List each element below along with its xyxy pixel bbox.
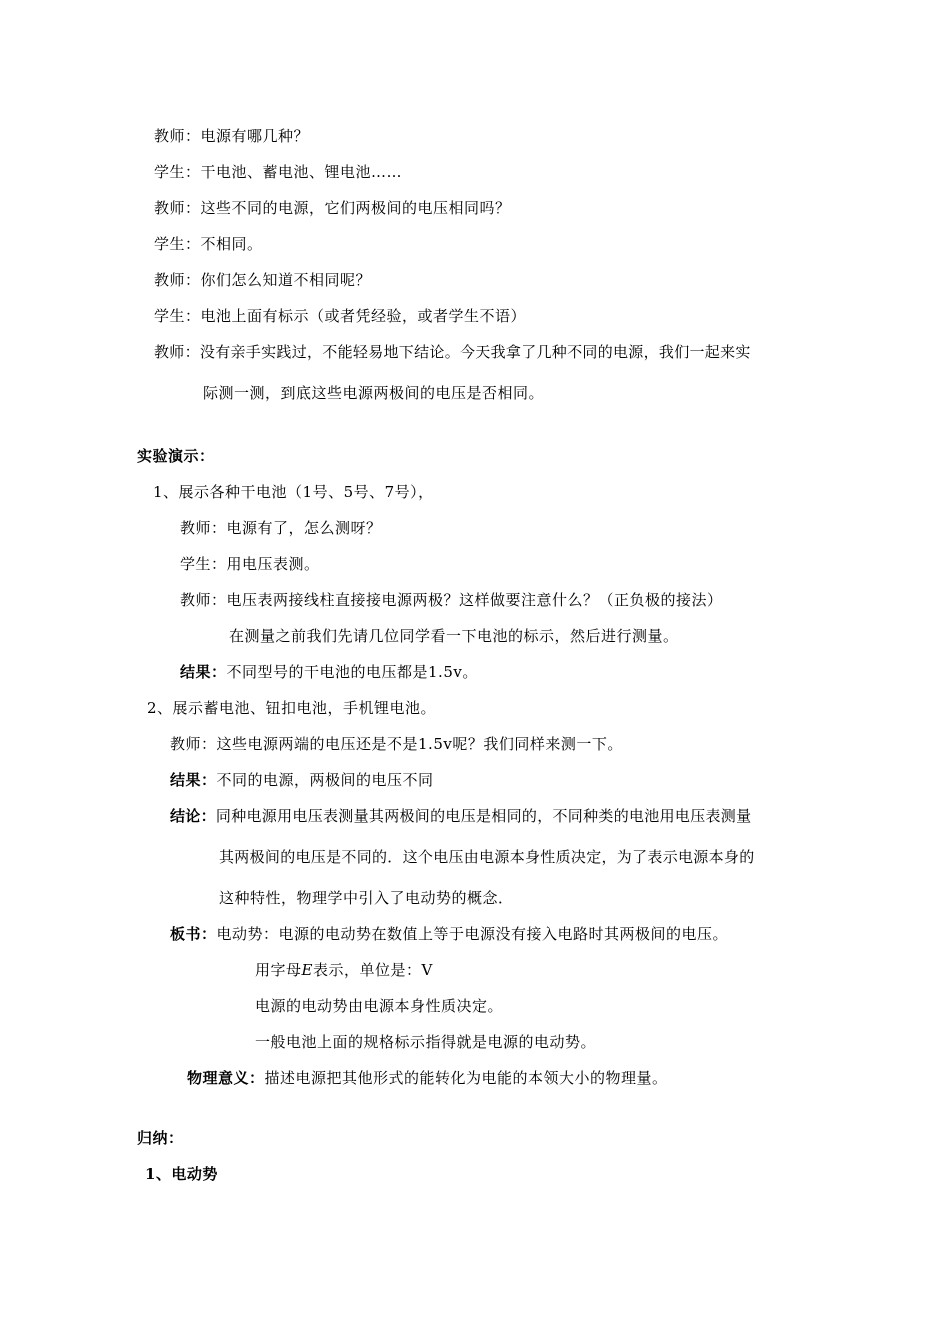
board-text: 用字母 [255, 961, 302, 979]
summary-item: 1、电动势 [145, 1165, 218, 1183]
board-label: 板书： [170, 925, 217, 943]
conclusion-text: 同种电源用电压表测量其两极间的电压是相同的，不同种类的电池用电压表测量 [215, 807, 752, 825]
dialogue-line: 学生：电池上面有标示（或者凭经验，或者学生不语） [154, 307, 527, 325]
meaning-line [187, 1068, 668, 1088]
dialogue-line: 学生：干电池、蓄电池、锂电池…… [154, 163, 403, 181]
result-line [180, 662, 478, 682]
meaning-label: 物理意义： [187, 1069, 265, 1087]
dialogue-line: 教师：电源有哪几种？ [154, 127, 310, 145]
dialogue-line: 际测一测，到底这些电源两极间的电压是否相同。 [203, 384, 545, 402]
board-line [255, 960, 433, 980]
section-heading-demo: 实验演示： [137, 447, 215, 465]
dialogue-line: 教师：这些不同的电源，它们两极间的电压相同吗？ [154, 199, 511, 217]
section-heading-summary: 归纳： [137, 1129, 184, 1147]
dialogue-line: 学生：不相同。 [154, 235, 263, 253]
conclusion-line: 这种特性，物理学中引入了电动势的概念． [219, 889, 514, 907]
result-text: 不同型号的干电池的电压都是1.5v。 [226, 663, 478, 681]
board-line: 一般电池上面的规格标示指得就是电源的电动势。 [255, 1033, 597, 1051]
board-text: 电动势：电源的电动势在数值上等于电源没有接入电路时其两极间的电压。 [216, 925, 729, 943]
result-label: 结果： [180, 663, 227, 681]
dialogue-line: 教师：电压表两接线柱直接接电源两极？这样做要注意什么？（正负极的接法） [180, 591, 723, 609]
dialogue-line: 教师：电源有了，怎么测呀？ [180, 519, 382, 537]
result-label: 结果： [170, 771, 217, 789]
board-line: 电源的电动势由电源本身性质决定。 [255, 997, 504, 1015]
dialogue-line: 学生：用电压表测。 [180, 555, 320, 573]
board-line [170, 924, 728, 944]
dialogue-line: 教师：没有亲手实践过，不能轻易地下结论。今天我拿了几种不同的电源，我们一起来实 [154, 343, 751, 361]
dialogue-line: 教师：这些电源两端的电压还是不是1.5v呢？我们同样来测一下。 [170, 735, 623, 753]
result-line [170, 770, 434, 790]
meaning-text: 描述电源把其他形式的能转化为电能的本领大小的物理量。 [264, 1069, 668, 1087]
demo-item-title: 1、展示各种干电池（1号、5号、7号）， [153, 483, 434, 501]
conclusion-line [170, 806, 751, 826]
result-text: 不同的电源，两极间的电压不同 [216, 771, 434, 789]
conclusion-line: 其两极间的电压是不同的．这个电压由电源本身性质决定，为了表示电源本身的 [219, 848, 755, 866]
conclusion-label: 结论： [170, 807, 216, 825]
demo-item-title: 2、展示蓄电池、钮扣电池，手机锂电池。 [147, 699, 437, 717]
emf-symbol: E [301, 961, 313, 979]
board-text: 表示，单位是：V [312, 961, 433, 979]
dialogue-line: 教师：你们怎么知道不相同呢？ [154, 271, 372, 289]
dialogue-line: 在测量之前我们先请几位同学看一下电池的标示，然后进行测量。 [229, 627, 679, 645]
